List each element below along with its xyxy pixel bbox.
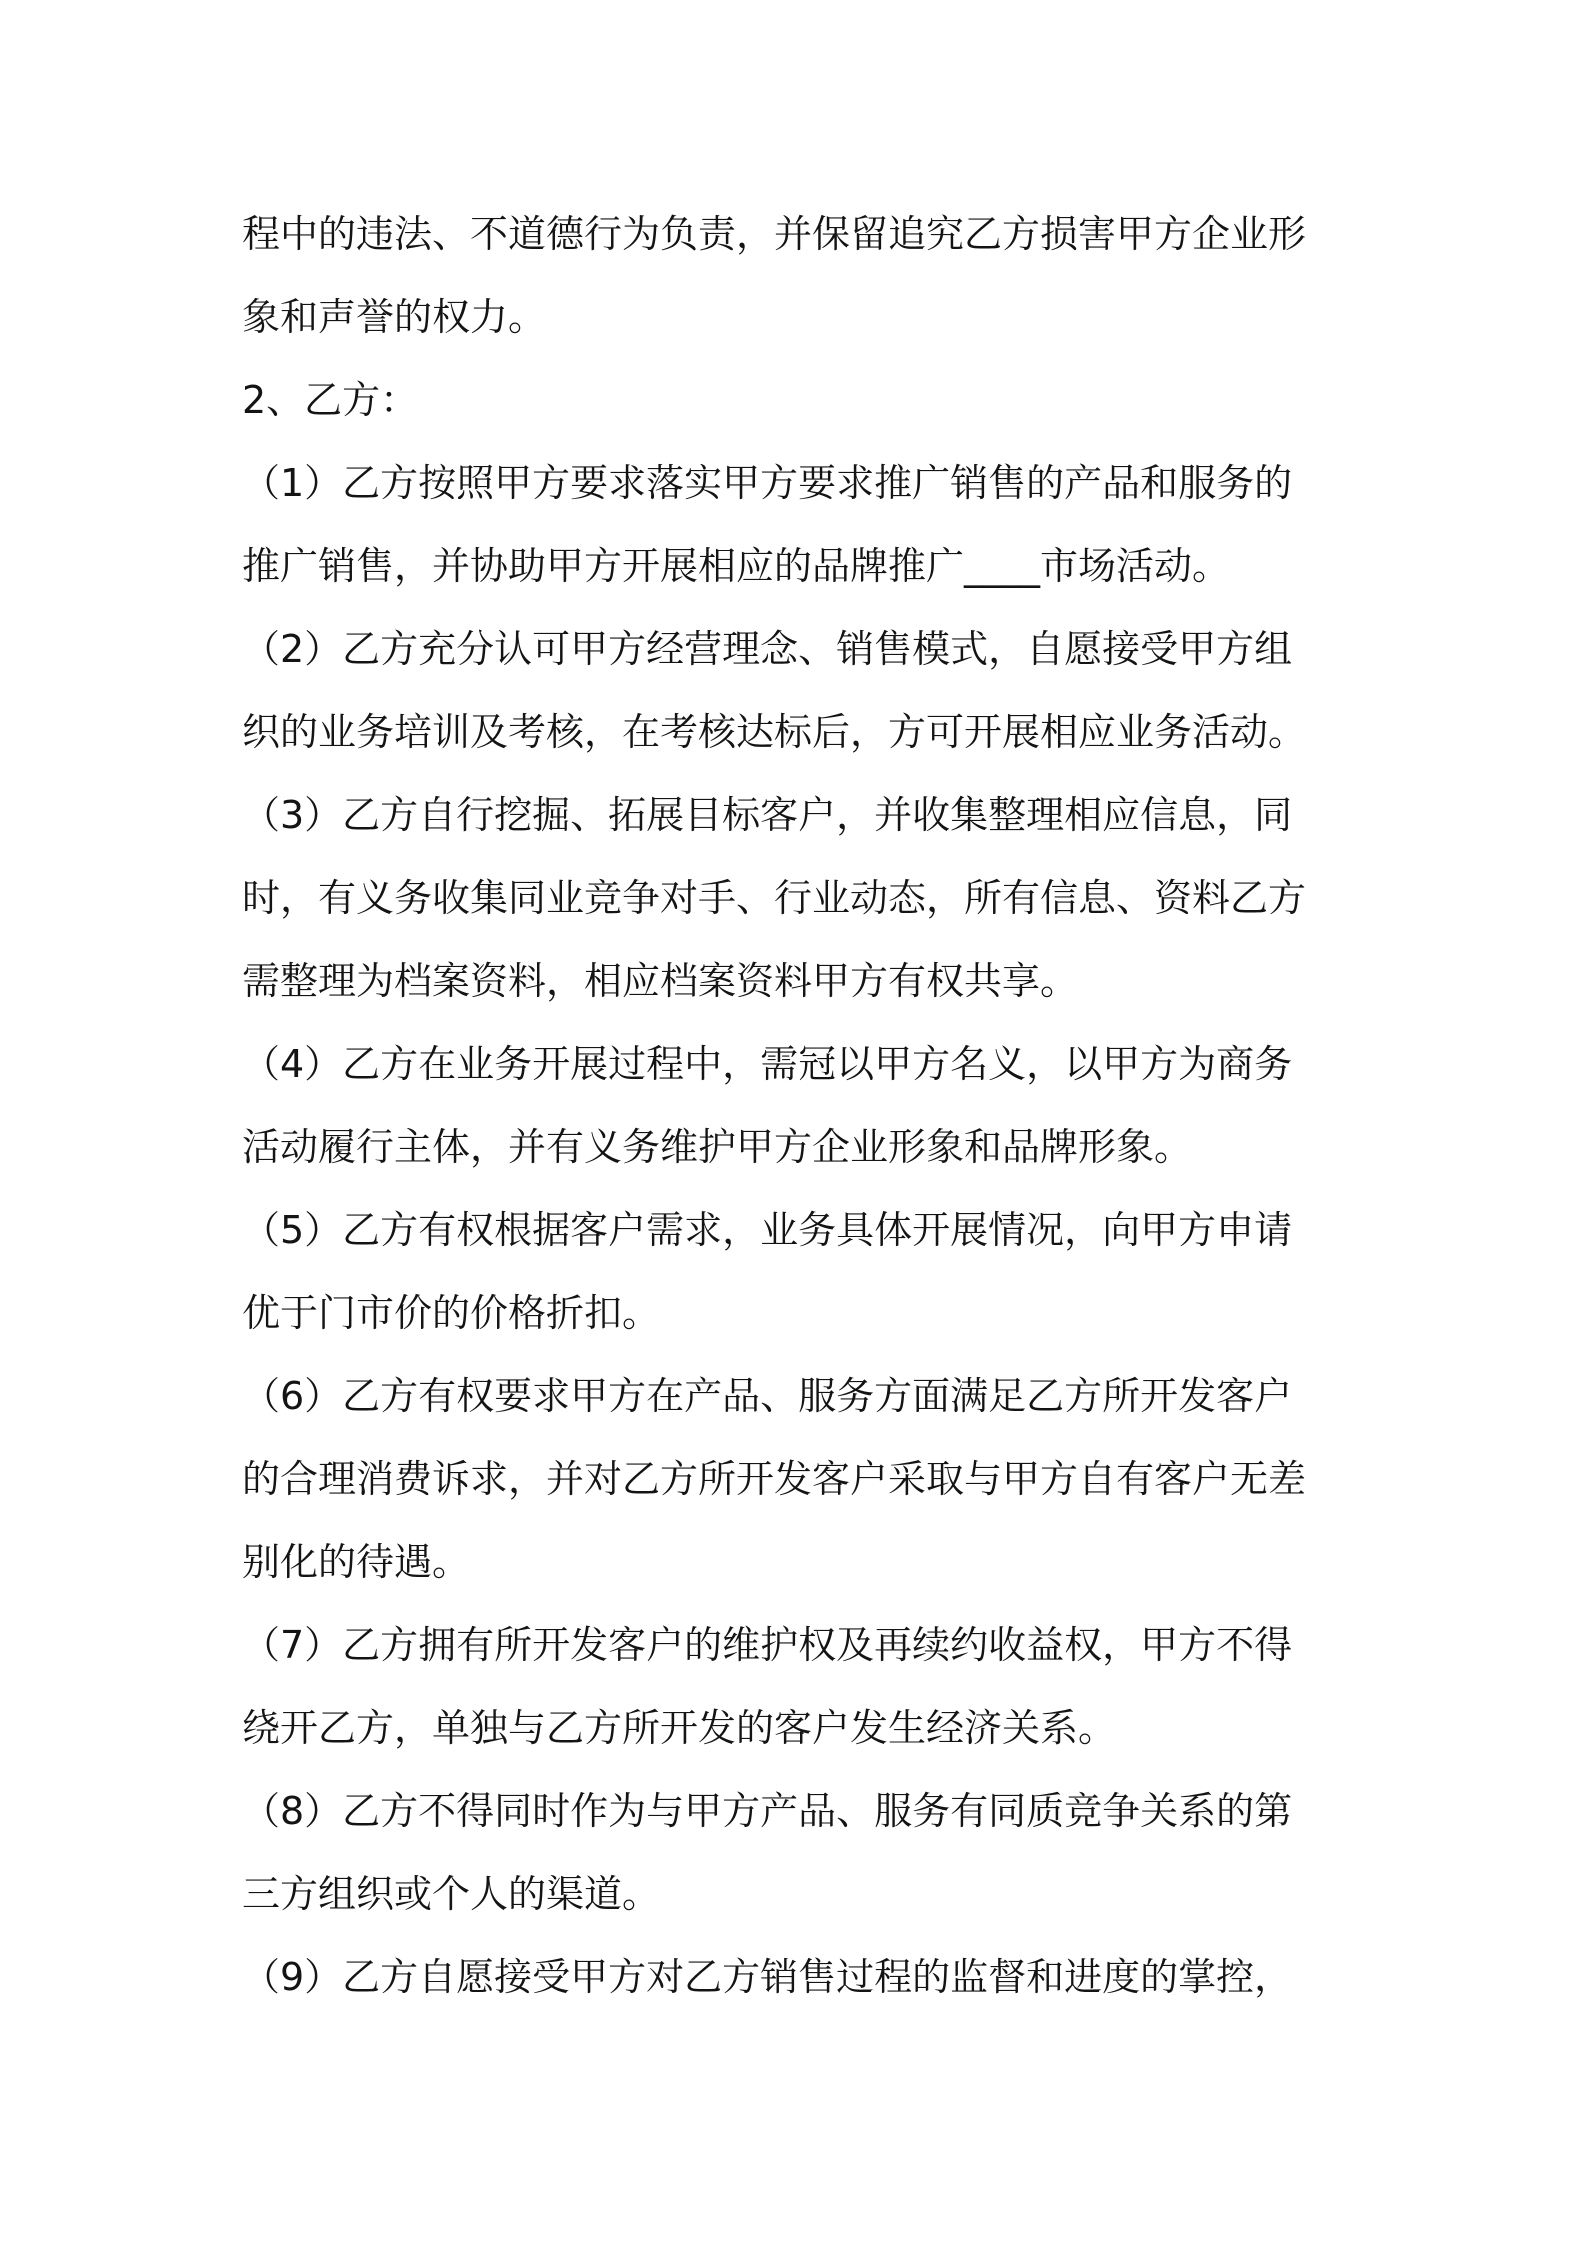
clause-2-line-1: （2）乙方充分认可甲方经营理念、销售模式，自愿接受甲方组 [242, 627, 1293, 671]
document-body [242, 193, 1362, 2019]
clause-9-line-1: （9）乙方自愿接受甲方对乙方销售过程的监督和进度的掌控， [242, 1955, 1293, 1999]
clause-3-line-1: （3）乙方自行挖掘、拓展目标客户，并收集整理相应信息，同 [242, 793, 1293, 837]
clause-6-line-2: 的合理消费诉求，并对乙方所开发客户采取与甲方自有客户无差 [242, 1457, 1307, 1501]
clause-2-line-2: 织的业务培训及考核，在考核达标后，方可开展相应业务活动。 [242, 710, 1307, 754]
clause-8-line-2: 三方组织或个人的渠道。 [242, 1872, 661, 1916]
clause-8-line-1: （8）乙方不得同时作为与甲方产品、服务有同质竞争关系的第 [242, 1789, 1293, 1833]
clause-5-line-1: （5）乙方有权根据客户需求，业务具体开展情况，向甲方申请 [242, 1208, 1293, 1252]
section-heading-party-b: 2、乙方： [242, 378, 419, 422]
text-line-1: 程中的违法、不道德行为负责，并保留追究乙方损害甲方企业形 [242, 212, 1307, 256]
clause-5-line-2: 优于门市价的价格折扣。 [242, 1291, 661, 1335]
clause-4-line-1: （4）乙方在业务开展过程中，需冠以甲方名义，以甲方为商务 [242, 1042, 1293, 1086]
clause-6-line-1: （6）乙方有权要求甲方在产品、服务方面满足乙方所开发客户 [242, 1374, 1293, 1418]
clause-6-line-3: 别化的待遇。 [242, 1540, 471, 1584]
clause-1-line-2: 推广销售，并协助甲方开展相应的品牌推广____市场活动。 [242, 544, 1231, 588]
clause-7-line-2: 绕开乙方，单独与乙方所开发的客户发生经济关系。 [242, 1706, 1117, 1750]
clause-3-line-3: 需整理为档案资料，相应档案资料甲方有权共享。 [242, 959, 1079, 1003]
clause-7-line-1: （7）乙方拥有所开发客户的维护权及再续约收益权，甲方不得 [242, 1623, 1293, 1667]
clause-1-line-1: （1）乙方按照甲方要求落实甲方要求推广销售的产品和服务的 [242, 461, 1293, 505]
clause-4-line-2: 活动履行主体，并有义务维护甲方企业形象和品牌形象。 [242, 1125, 1193, 1169]
text-line-2: 象和声誉的权力。 [242, 295, 547, 339]
clause-3-line-2: 时，有义务收集同业竞争对手、行业动态，所有信息、资料乙方 [242, 876, 1307, 920]
